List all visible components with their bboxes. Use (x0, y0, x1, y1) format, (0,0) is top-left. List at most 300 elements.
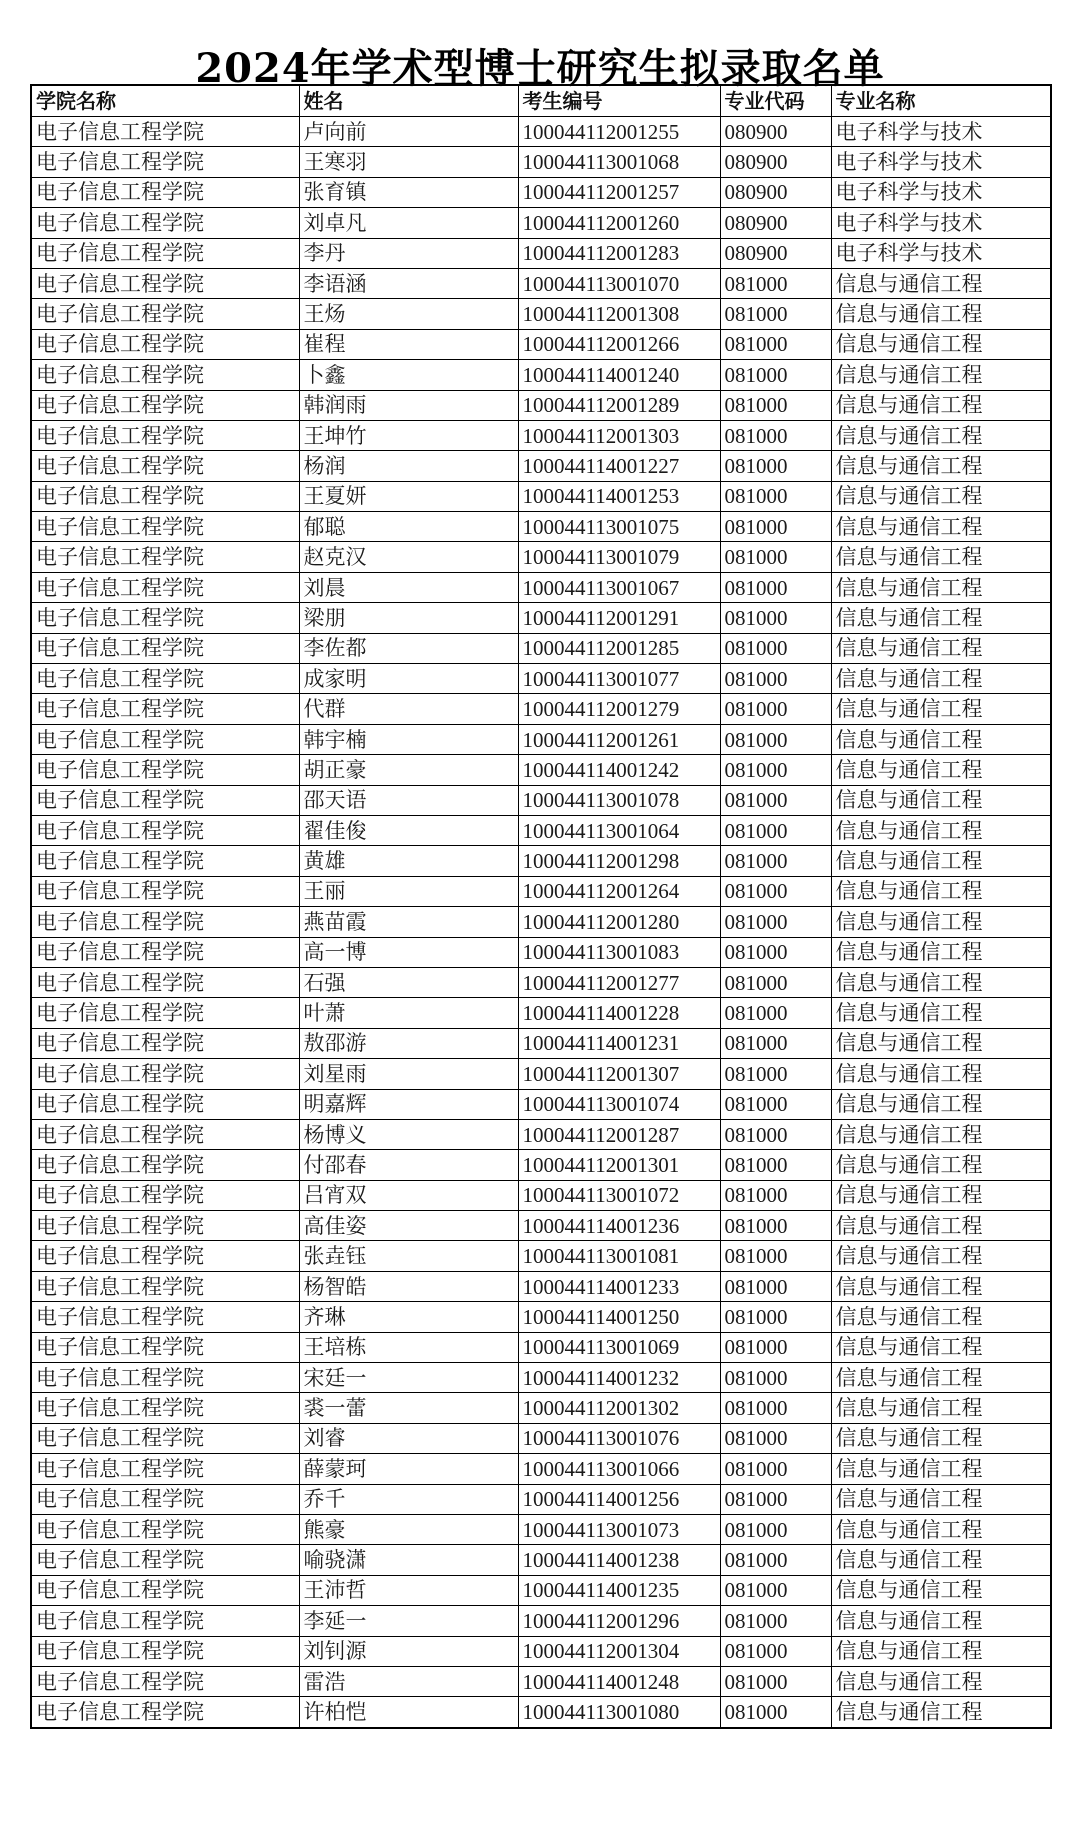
cell-major-name: 信息与通信工程 (831, 1119, 1051, 1149)
cell-major-name: 信息与通信工程 (831, 1545, 1051, 1575)
cell-major-code: 081000 (720, 1302, 831, 1332)
cell-name: 郁聪 (299, 512, 518, 542)
cell-college: 电子信息工程学院 (31, 1059, 299, 1089)
cell-candidate-id: 100044112001296 (518, 1606, 720, 1636)
cell-major-name: 信息与通信工程 (831, 724, 1051, 754)
cell-college: 电子信息工程学院 (31, 299, 299, 329)
cell-candidate-id: 100044113001070 (518, 268, 720, 298)
cell-name: 李延一 (299, 1606, 518, 1636)
cell-major-name: 信息与通信工程 (831, 1636, 1051, 1666)
cell-major-name: 电子科学与技术 (831, 208, 1051, 238)
cell-name: 叶萧 (299, 998, 518, 1028)
table-row (31, 542, 1051, 572)
cell-name: 黄雄 (299, 846, 518, 876)
cell-major-name: 信息与通信工程 (831, 1666, 1051, 1696)
cell-major-name: 信息与通信工程 (831, 268, 1051, 298)
cell-name: 高一博 (299, 937, 518, 967)
cell-name: 王坤竹 (299, 420, 518, 450)
cell-college: 电子信息工程学院 (31, 1636, 299, 1666)
table-row (31, 1059, 1051, 1089)
cell-name: 邵天语 (299, 785, 518, 815)
cell-college: 电子信息工程学院 (31, 1697, 299, 1728)
table-body (31, 117, 1051, 1728)
cell-college: 电子信息工程学院 (31, 694, 299, 724)
table-row (31, 1089, 1051, 1119)
cell-candidate-id: 100044112001287 (518, 1119, 720, 1149)
cell-name: 明嘉辉 (299, 1089, 518, 1119)
cell-major-code: 081000 (720, 268, 831, 298)
table-row (31, 1150, 1051, 1180)
cell-college: 电子信息工程学院 (31, 1150, 299, 1180)
cell-major-code: 081000 (720, 360, 831, 390)
table-row (31, 967, 1051, 997)
cell-college: 电子信息工程学院 (31, 1514, 299, 1544)
cell-college: 电子信息工程学院 (31, 481, 299, 511)
cell-candidate-id: 100044114001248 (518, 1666, 720, 1696)
table-row (31, 1363, 1051, 1393)
cell-major-code: 081000 (720, 329, 831, 359)
table-row (31, 1423, 1051, 1453)
header-college: 学院名称 (31, 85, 299, 117)
cell-candidate-id: 100044112001264 (518, 876, 720, 906)
cell-college: 电子信息工程学院 (31, 1028, 299, 1058)
table-row (31, 815, 1051, 845)
cell-name: 乔千 (299, 1484, 518, 1514)
cell-candidate-id: 100044113001076 (518, 1423, 720, 1453)
cell-major-name: 信息与通信工程 (831, 876, 1051, 906)
cell-candidate-id: 100044114001227 (518, 451, 720, 481)
table-row (31, 208, 1051, 238)
cell-candidate-id: 100044112001308 (518, 299, 720, 329)
cell-major-name: 信息与通信工程 (831, 1332, 1051, 1362)
cell-candidate-id: 100044113001073 (518, 1514, 720, 1544)
cell-major-code: 081000 (720, 815, 831, 845)
cell-college: 电子信息工程学院 (31, 512, 299, 542)
cell-college: 电子信息工程学院 (31, 147, 299, 177)
cell-name: 喻骁潇 (299, 1545, 518, 1575)
table-row (31, 603, 1051, 633)
cell-name: 张育镇 (299, 177, 518, 207)
cell-major-code: 081000 (720, 755, 831, 785)
header-major-code: 专业代码 (720, 85, 831, 117)
cell-major-code: 081000 (720, 1545, 831, 1575)
cell-candidate-id: 100044112001301 (518, 1150, 720, 1180)
cell-major-name: 信息与通信工程 (831, 664, 1051, 694)
cell-major-name: 信息与通信工程 (831, 1514, 1051, 1544)
cell-major-code: 081000 (720, 603, 831, 633)
cell-candidate-id: 100044113001074 (518, 1089, 720, 1119)
cell-candidate-id: 100044114001235 (518, 1575, 720, 1605)
cell-major-code: 080900 (720, 147, 831, 177)
cell-college: 电子信息工程学院 (31, 1575, 299, 1605)
cell-candidate-id: 100044112001303 (518, 420, 720, 450)
table-row (31, 1028, 1051, 1058)
cell-college: 电子信息工程学院 (31, 664, 299, 694)
table-row (31, 1241, 1051, 1271)
cell-name: 王沛哲 (299, 1575, 518, 1605)
cell-name: 刘钊源 (299, 1636, 518, 1666)
cell-name: 许柏恺 (299, 1697, 518, 1728)
cell-major-name: 信息与通信工程 (831, 542, 1051, 572)
cell-candidate-id: 100044112001255 (518, 117, 720, 147)
cell-college: 电子信息工程学院 (31, 390, 299, 420)
cell-major-code: 081000 (720, 1484, 831, 1514)
cell-major-name: 电子科学与技术 (831, 238, 1051, 268)
cell-name: 敖邵游 (299, 1028, 518, 1058)
cell-college: 电子信息工程学院 (31, 542, 299, 572)
cell-major-code: 081000 (720, 512, 831, 542)
cell-candidate-id: 100044114001256 (518, 1484, 720, 1514)
cell-major-code: 081000 (720, 420, 831, 450)
cell-name: 宋廷一 (299, 1363, 518, 1393)
admission-table (30, 84, 1052, 1729)
cell-major-code: 081000 (720, 390, 831, 420)
cell-name: 梁朋 (299, 603, 518, 633)
cell-college: 电子信息工程学院 (31, 1089, 299, 1119)
table-row (31, 1484, 1051, 1514)
cell-name: 韩润雨 (299, 390, 518, 420)
cell-name: 成家明 (299, 664, 518, 694)
cell-college: 电子信息工程学院 (31, 1606, 299, 1636)
cell-college: 电子信息工程学院 (31, 451, 299, 481)
cell-candidate-id: 100044112001261 (518, 724, 720, 754)
cell-major-name: 信息与通信工程 (831, 846, 1051, 876)
cell-name: 裘一蕾 (299, 1393, 518, 1423)
cell-major-name: 信息与通信工程 (831, 1241, 1051, 1271)
cell-college: 电子信息工程学院 (31, 208, 299, 238)
cell-candidate-id: 100044113001072 (518, 1180, 720, 1210)
table-row (31, 694, 1051, 724)
cell-major-code: 081000 (720, 1636, 831, 1666)
cell-college: 电子信息工程学院 (31, 603, 299, 633)
table-row (31, 481, 1051, 511)
cell-candidate-id: 100044114001228 (518, 998, 720, 1028)
cell-college: 电子信息工程学院 (31, 724, 299, 754)
cell-candidate-id: 100044113001078 (518, 785, 720, 815)
cell-major-code: 081000 (720, 998, 831, 1028)
cell-candidate-id: 100044114001240 (518, 360, 720, 390)
cell-major-code: 081000 (720, 1150, 831, 1180)
cell-candidate-id: 100044112001280 (518, 907, 720, 937)
cell-major-name: 信息与通信工程 (831, 967, 1051, 997)
cell-major-name: 信息与通信工程 (831, 1484, 1051, 1514)
table-row (31, 1271, 1051, 1301)
cell-name: 王寒羽 (299, 147, 518, 177)
cell-candidate-id: 100044113001080 (518, 1697, 720, 1728)
cell-name: 王培栋 (299, 1332, 518, 1362)
cell-college: 电子信息工程学院 (31, 967, 299, 997)
cell-major-code: 081000 (720, 1514, 831, 1544)
cell-college: 电子信息工程学院 (31, 1423, 299, 1453)
cell-college: 电子信息工程学院 (31, 1363, 299, 1393)
table-row (31, 724, 1051, 754)
cell-name: 卢向前 (299, 117, 518, 147)
table-row (31, 147, 1051, 177)
cell-major-name: 信息与通信工程 (831, 420, 1051, 450)
cell-candidate-id: 100044113001075 (518, 512, 720, 542)
cell-name: 杨智皓 (299, 1271, 518, 1301)
cell-major-name: 信息与通信工程 (831, 815, 1051, 845)
cell-college: 电子信息工程学院 (31, 117, 299, 147)
cell-major-name: 信息与通信工程 (831, 390, 1051, 420)
cell-college: 电子信息工程学院 (31, 1211, 299, 1241)
cell-candidate-id: 100044112001302 (518, 1393, 720, 1423)
cell-major-name: 信息与通信工程 (831, 1028, 1051, 1058)
table-row (31, 1119, 1051, 1149)
cell-candidate-id: 100044112001279 (518, 694, 720, 724)
cell-name: 李丹 (299, 238, 518, 268)
cell-major-name: 信息与通信工程 (831, 360, 1051, 390)
cell-major-code: 081000 (720, 1180, 831, 1210)
table-row (31, 785, 1051, 815)
cell-college: 电子信息工程学院 (31, 1454, 299, 1484)
header-name: 姓名 (299, 85, 518, 117)
cell-college: 电子信息工程学院 (31, 238, 299, 268)
table-row (31, 937, 1051, 967)
cell-major-name: 电子科学与技术 (831, 177, 1051, 207)
cell-candidate-id: 100044112001266 (518, 329, 720, 359)
cell-major-name: 信息与通信工程 (831, 633, 1051, 663)
cell-college: 电子信息工程学院 (31, 876, 299, 906)
cell-name: 卜鑫 (299, 360, 518, 390)
table-row (31, 755, 1051, 785)
table-row (31, 1332, 1051, 1362)
cell-candidate-id: 100044112001291 (518, 603, 720, 633)
cell-candidate-id: 100044112001277 (518, 967, 720, 997)
cell-candidate-id: 100044113001069 (518, 1332, 720, 1362)
table-row (31, 1180, 1051, 1210)
cell-major-name: 信息与通信工程 (831, 694, 1051, 724)
cell-name: 李佐都 (299, 633, 518, 663)
cell-college: 电子信息工程学院 (31, 1302, 299, 1332)
table-row (31, 1514, 1051, 1544)
table-header (31, 85, 1051, 117)
table-row (31, 633, 1051, 663)
cell-major-name: 信息与通信工程 (831, 1423, 1051, 1453)
table-row (31, 360, 1051, 390)
cell-major-code: 081000 (720, 1393, 831, 1423)
cell-college: 电子信息工程学院 (31, 1119, 299, 1149)
cell-name: 胡正豪 (299, 755, 518, 785)
cell-major-code: 080900 (720, 117, 831, 147)
cell-major-code: 081000 (720, 907, 831, 937)
header-row (31, 85, 1051, 117)
cell-major-code: 081000 (720, 1241, 831, 1271)
cell-name: 张垚钰 (299, 1241, 518, 1271)
cell-name: 齐琳 (299, 1302, 518, 1332)
cell-major-code: 081000 (720, 724, 831, 754)
cell-name: 王炀 (299, 299, 518, 329)
cell-name: 薛蒙珂 (299, 1454, 518, 1484)
cell-major-code: 081000 (720, 1363, 831, 1393)
cell-major-name: 信息与通信工程 (831, 1211, 1051, 1241)
cell-major-name: 信息与通信工程 (831, 572, 1051, 602)
cell-major-code: 080900 (720, 208, 831, 238)
cell-major-code: 081000 (720, 299, 831, 329)
cell-college: 电子信息工程学院 (31, 572, 299, 602)
cell-name: 李语涵 (299, 268, 518, 298)
cell-college: 电子信息工程学院 (31, 907, 299, 937)
cell-name: 赵克汉 (299, 542, 518, 572)
table-row (31, 572, 1051, 602)
table-row (31, 907, 1051, 937)
cell-candidate-id: 100044113001077 (518, 664, 720, 694)
cell-candidate-id: 100044113001066 (518, 1454, 720, 1484)
header-major-name: 专业名称 (831, 85, 1051, 117)
table-row (31, 268, 1051, 298)
table-row (31, 299, 1051, 329)
cell-major-code: 081000 (720, 694, 831, 724)
cell-candidate-id: 100044114001233 (518, 1271, 720, 1301)
cell-major-name: 信息与通信工程 (831, 299, 1051, 329)
cell-major-name: 信息与通信工程 (831, 1180, 1051, 1210)
cell-major-name: 信息与通信工程 (831, 1150, 1051, 1180)
table-row (31, 664, 1051, 694)
cell-major-name: 信息与通信工程 (831, 1363, 1051, 1393)
cell-name: 杨博义 (299, 1119, 518, 1149)
cell-college: 电子信息工程学院 (31, 1666, 299, 1696)
cell-name: 石强 (299, 967, 518, 997)
cell-candidate-id: 100044112001283 (518, 238, 720, 268)
cell-candidate-id: 100044112001298 (518, 846, 720, 876)
cell-college: 电子信息工程学院 (31, 1393, 299, 1423)
cell-candidate-id: 100044112001257 (518, 177, 720, 207)
cell-major-name: 信息与通信工程 (831, 512, 1051, 542)
cell-major-code: 081000 (720, 664, 831, 694)
cell-major-name: 信息与通信工程 (831, 785, 1051, 815)
cell-major-code: 081000 (720, 785, 831, 815)
cell-major-code: 081000 (720, 1606, 831, 1636)
cell-major-code: 081000 (720, 1059, 831, 1089)
cell-candidate-id: 100044114001253 (518, 481, 720, 511)
cell-major-code: 081000 (720, 1575, 831, 1605)
cell-college: 电子信息工程学院 (31, 329, 299, 359)
cell-college: 电子信息工程学院 (31, 633, 299, 663)
cell-name: 雷浩 (299, 1666, 518, 1696)
table-row (31, 512, 1051, 542)
cell-college: 电子信息工程学院 (31, 846, 299, 876)
cell-name: 崔程 (299, 329, 518, 359)
cell-name: 韩宇楠 (299, 724, 518, 754)
cell-major-name: 信息与通信工程 (831, 1575, 1051, 1605)
cell-candidate-id: 100044114001242 (518, 755, 720, 785)
cell-name: 高佳姿 (299, 1211, 518, 1241)
cell-name: 翟佳俊 (299, 815, 518, 845)
cell-major-name: 信息与通信工程 (831, 1271, 1051, 1301)
cell-name: 付邵春 (299, 1150, 518, 1180)
cell-major-name: 信息与通信工程 (831, 481, 1051, 511)
page-title: 2024年学术型博士研究生拟录取名单 (195, 44, 885, 92)
table-row (31, 329, 1051, 359)
cell-candidate-id: 100044112001289 (518, 390, 720, 420)
cell-college: 电子信息工程学院 (31, 1332, 299, 1362)
cell-college: 电子信息工程学院 (31, 755, 299, 785)
table-row (31, 1575, 1051, 1605)
cell-candidate-id: 100044113001068 (518, 147, 720, 177)
table-row (31, 1393, 1051, 1423)
cell-major-name: 信息与通信工程 (831, 329, 1051, 359)
cell-candidate-id: 100044113001083 (518, 937, 720, 967)
table-row (31, 1666, 1051, 1696)
cell-candidate-id: 100044113001067 (518, 572, 720, 602)
cell-college: 电子信息工程学院 (31, 1545, 299, 1575)
cell-major-code: 081000 (720, 1666, 831, 1696)
cell-major-code: 081000 (720, 633, 831, 663)
cell-name: 刘睿 (299, 1423, 518, 1453)
cell-major-code: 081000 (720, 1119, 831, 1149)
table-row (31, 177, 1051, 207)
cell-candidate-id: 100044113001079 (518, 542, 720, 572)
cell-major-code: 080900 (720, 177, 831, 207)
cell-major-code: 081000 (720, 1697, 831, 1728)
cell-major-name: 信息与通信工程 (831, 755, 1051, 785)
cell-major-code: 081000 (720, 1271, 831, 1301)
cell-major-name: 电子科学与技术 (831, 117, 1051, 147)
cell-candidate-id: 100044112001260 (518, 208, 720, 238)
table-row (31, 1454, 1051, 1484)
cell-candidate-id: 100044114001238 (518, 1545, 720, 1575)
table-row (31, 451, 1051, 481)
cell-major-name: 信息与通信工程 (831, 1089, 1051, 1119)
cell-major-code: 081000 (720, 1454, 831, 1484)
table-row (31, 1302, 1051, 1332)
cell-major-name: 信息与通信工程 (831, 451, 1051, 481)
cell-name: 熊豪 (299, 1514, 518, 1544)
cell-major-code: 081000 (720, 967, 831, 997)
cell-college: 电子信息工程学院 (31, 1241, 299, 1271)
cell-major-code: 081000 (720, 1089, 831, 1119)
cell-candidate-id: 100044114001231 (518, 1028, 720, 1058)
cell-college: 电子信息工程学院 (31, 268, 299, 298)
cell-major-name: 信息与通信工程 (831, 1302, 1051, 1332)
cell-college: 电子信息工程学院 (31, 998, 299, 1028)
cell-name: 吕宵双 (299, 1180, 518, 1210)
cell-major-name: 信息与通信工程 (831, 907, 1051, 937)
cell-major-code: 081000 (720, 876, 831, 906)
table-row (31, 1636, 1051, 1666)
cell-major-code: 081000 (720, 1332, 831, 1362)
cell-name: 杨润 (299, 451, 518, 481)
cell-candidate-id: 100044112001307 (518, 1059, 720, 1089)
cell-major-name: 信息与通信工程 (831, 1606, 1051, 1636)
cell-college: 电子信息工程学院 (31, 1271, 299, 1301)
cell-college: 电子信息工程学院 (31, 177, 299, 207)
cell-major-code: 081000 (720, 937, 831, 967)
cell-candidate-id: 100044112001285 (518, 633, 720, 663)
cell-candidate-id: 100044114001232 (518, 1363, 720, 1393)
table-row (31, 846, 1051, 876)
cell-major-name: 信息与通信工程 (831, 937, 1051, 967)
cell-major-code: 081000 (720, 572, 831, 602)
cell-name: 刘晨 (299, 572, 518, 602)
cell-major-code: 081000 (720, 542, 831, 572)
cell-major-name: 信息与通信工程 (831, 998, 1051, 1028)
cell-major-code: 081000 (720, 481, 831, 511)
cell-major-code: 081000 (720, 1423, 831, 1453)
cell-name: 王丽 (299, 876, 518, 906)
cell-college: 电子信息工程学院 (31, 420, 299, 450)
cell-college: 电子信息工程学院 (31, 1484, 299, 1514)
cell-college: 电子信息工程学院 (31, 1180, 299, 1210)
cell-name: 刘卓凡 (299, 208, 518, 238)
cell-major-code: 081000 (720, 1028, 831, 1058)
header-candidate-id: 考生编号 (518, 85, 720, 117)
table-row (31, 1606, 1051, 1636)
cell-name: 刘星雨 (299, 1059, 518, 1089)
table-row (31, 1697, 1051, 1728)
cell-major-name: 信息与通信工程 (831, 1059, 1051, 1089)
cell-candidate-id: 100044114001250 (518, 1302, 720, 1332)
